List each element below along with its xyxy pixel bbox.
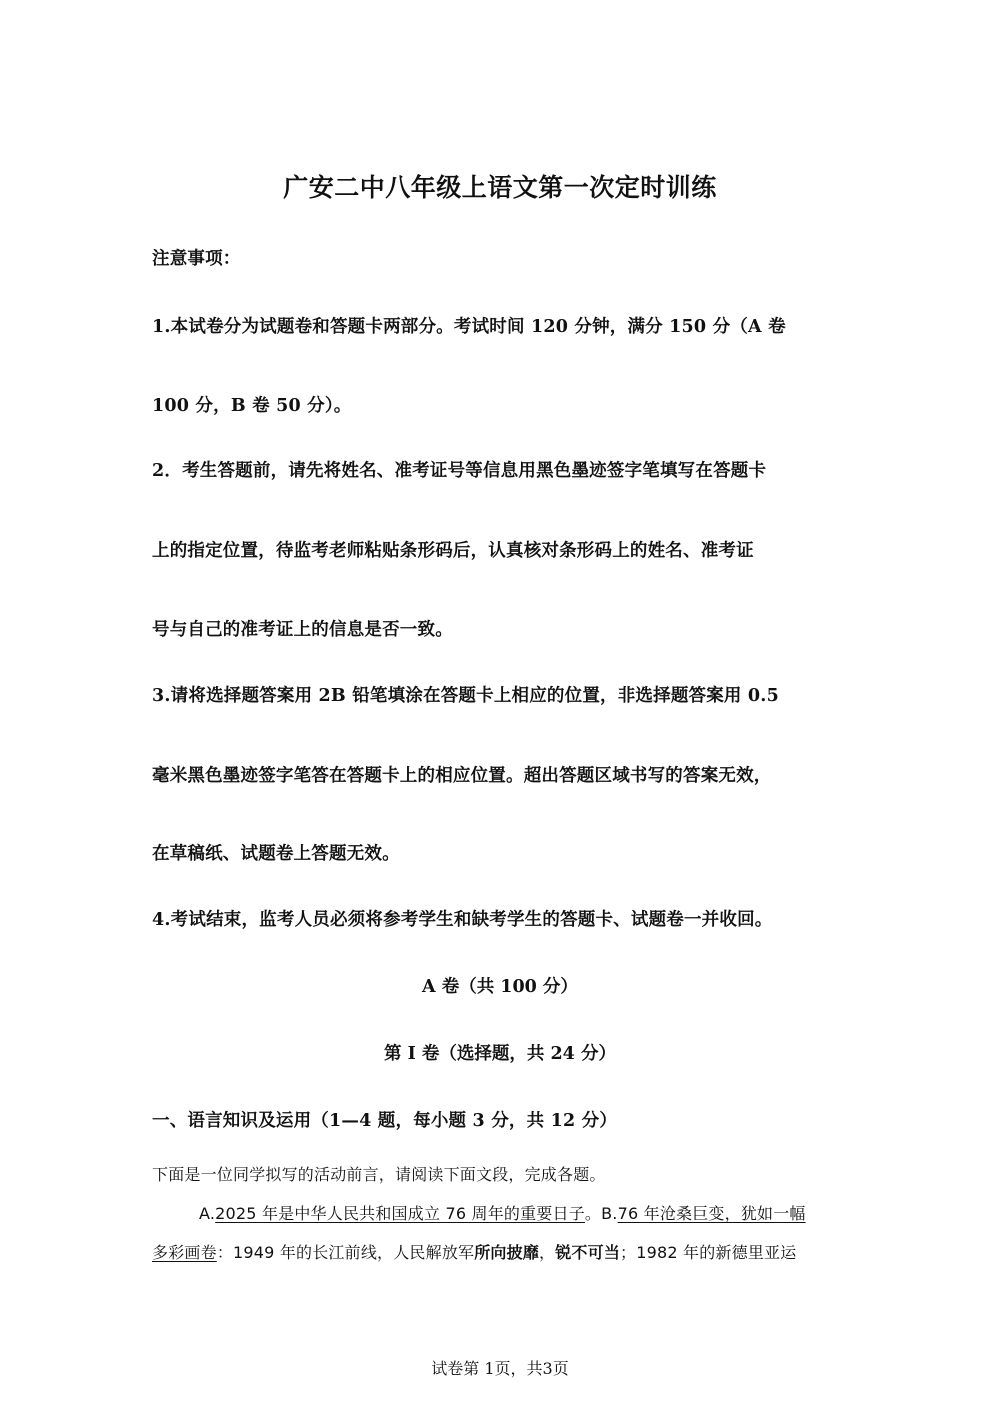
underlined-sentence-b-part1: 76 年沧桑巨变，犹如一幅 [617, 1204, 806, 1223]
passage-line-1 [199, 1201, 806, 1224]
page-footer: 试卷第 1页，共3页 [431, 1359, 569, 1378]
underlined-sentence-b-part2: 多彩画卷 [152, 1243, 217, 1262]
notice-line-2: 100 分，B 卷 50 分）。 [152, 396, 352, 416]
notice-line-7: 毫米黑色墨迹签字笔答在答题卡上的相应位置。超出答题区域书写的答案无效， [152, 766, 772, 786]
notice-line-6: 3.请将选择题答案用 2B 铅笔填涂在答题卡上相应的位置，非选择题答案用 0.5 [152, 686, 779, 706]
label-a: A. [199, 1204, 216, 1223]
part-1-heading: 第 Ⅰ 卷（选择题，共 24 分） [384, 1044, 616, 1064]
sentence-separator: 。 [584, 1204, 602, 1223]
page-title: 广安二中八年级上语文第一次定时训练 [283, 173, 717, 202]
notice-line-3: 2．考生答题前，请先将姓名、准考证号等信息用黑色墨迹签字笔填写在答题卡 [152, 461, 767, 481]
notice-line-8: 在草稿纸、试题卷上答题无效。 [152, 844, 400, 864]
notice-line-1: 1.本试卷分为试题卷和答题卡两部分。考试时间 120 分钟，满分 150 分（A 卷 [152, 317, 786, 337]
section-a-heading: A 卷（共 100 分） [422, 977, 578, 997]
underlined-sentence-a: 2025 年是中华人民共和国成立 76 周年的重要日子 [215, 1204, 585, 1223]
question-group-heading: 一、语言知识及运用（1—4 题，每小题 3 分，共 12 分） [152, 1111, 618, 1131]
instruction-text: 下面是一位同学拟写的活动前言，请阅读下面文段，完成各题。 [152, 1165, 606, 1184]
notice-line-5: 号与自己的准考证上的信息是否一致。 [152, 620, 453, 640]
notice-line-9: 4.考试结束，监考人员必须将参考学生和缺考学生的答题卡、试题卷一并收回。 [152, 910, 773, 930]
label-b: B. [601, 1204, 618, 1223]
bold-idiom-1: 所向披靡 [474, 1243, 540, 1262]
passage-text: ， [539, 1243, 556, 1262]
passage-text: ；1982 年的新德里亚运 [620, 1243, 797, 1262]
bold-idiom-2: 锐不可当 [555, 1243, 621, 1262]
passage-line-2 [152, 1240, 796, 1263]
passage-text: ：1949 年的长江前线，人民解放军 [216, 1243, 475, 1262]
notice-heading: 注意事项： [152, 249, 241, 269]
notice-line-4: 上的指定位置，待监考老师粘贴条形码后，认真核对条形码上的姓名、准考证 [152, 541, 754, 561]
